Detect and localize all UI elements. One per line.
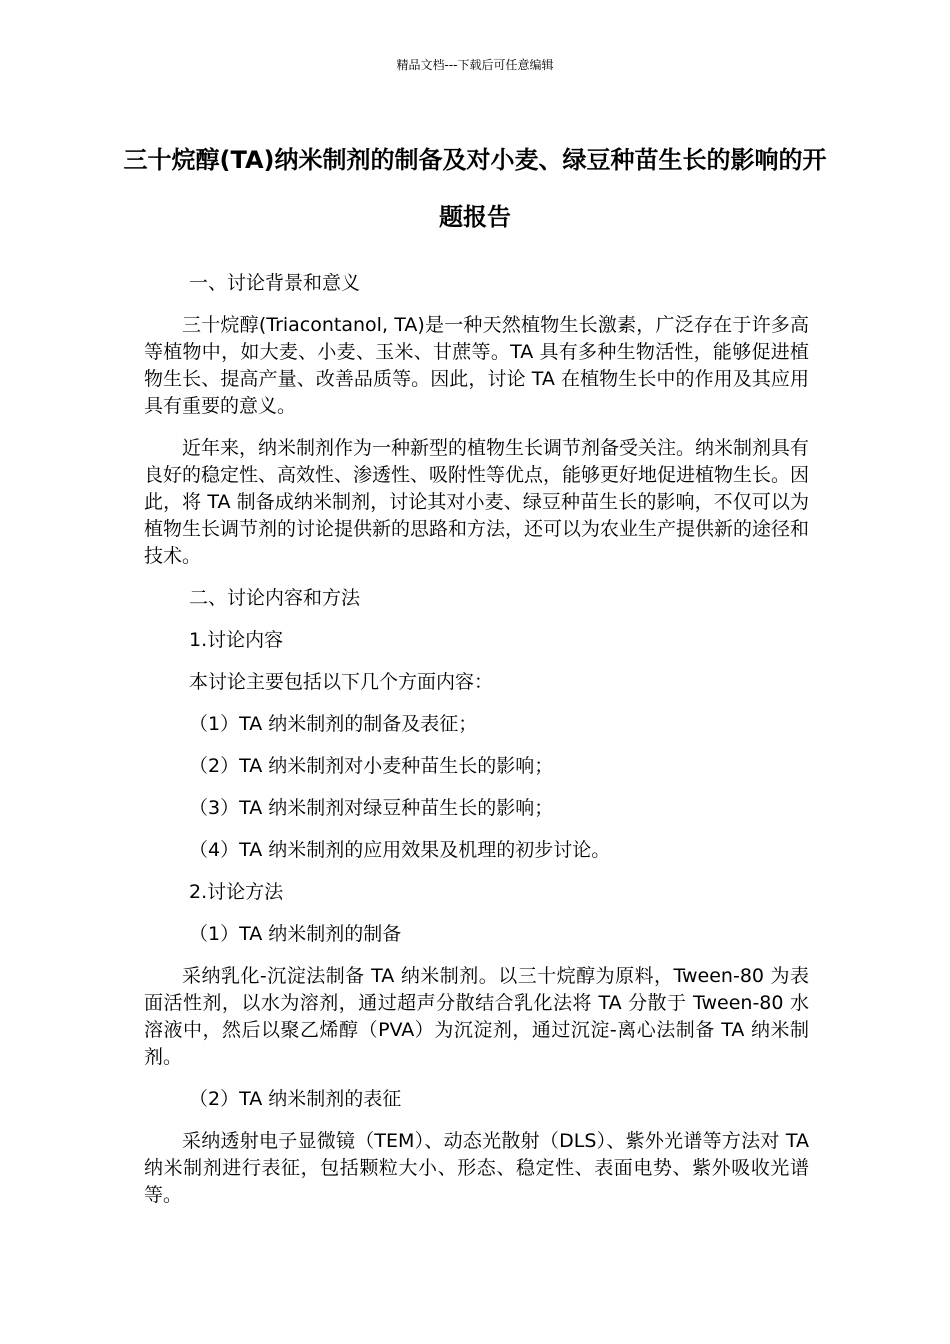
subheading-research-content: 1.讨论内容 bbox=[189, 629, 284, 651]
paragraph-content-intro: 本讨论主要包括以下几个方面内容： bbox=[189, 671, 494, 693]
section-heading-content-methods: 二、讨论内容和方法 bbox=[189, 587, 361, 609]
paragraph-ta-intro: 三十烷醇(Triacontanol, TA)是一种天然植物生长激素，广泛存在于许多高等植物中，如大麦、小麦、玉米、甘蔗等。TA 具有多种生物活性，能够促进植物生长、提高产量、改善品质等。因此，讨论 TA 在植物生长中的作用及其应用具有重要的意义。 bbox=[144, 314, 809, 417]
section-heading-background: 一、讨论背景和意义 bbox=[189, 272, 361, 294]
list-item: （2）TA 纳米制剂对小麦种苗生长的影响； bbox=[189, 755, 554, 777]
paragraph-characterization-method: 采纳透射电子显微镜（TEM）、动态光散射（DLS）、紫外光谱等方法对 TA 纳米制剂进行表征，包括颗粒大小、形态、稳定性、表面电势、紫外吸收光谱等。 bbox=[144, 1130, 809, 1206]
list-item: （4）TA 纳米制剂的应用效果及机理的初步讨论。 bbox=[189, 839, 611, 861]
page-header-watermark: 精品文档---下载后可任意编辑 bbox=[396, 58, 554, 72]
subheading-research-methods: 2.讨论方法 bbox=[189, 881, 284, 903]
method-heading-characterization: （2）TA 纳米制剂的表征 bbox=[189, 1088, 402, 1110]
list-item: （1）TA 纳米制剂的制备及表征； bbox=[189, 713, 478, 735]
paragraph-preparation-method: 采纳乳化-沉淀法制备 TA 纳米制剂。以三十烷醇为原料，Tween-80 为表面活性剂，以水为溶剂，通过超声分散结合乳化法将 TA 分散于 Tween-80 水溶液中，然后以聚乙烯醇（PVA）为沉淀剂，通过沉淀-离心法制备 TA 纳米制剂。 bbox=[144, 965, 809, 1068]
method-heading-preparation: （1）TA 纳米制剂的制备 bbox=[189, 923, 402, 945]
document-body bbox=[144, 270, 809, 1224]
list-item: （3）TA 纳米制剂对绿豆种苗生长的影响； bbox=[189, 797, 554, 819]
paragraph-nano-intro: 近年来，纳米制剂作为一种新型的植物生长调节剂备受关注。纳米制剂具有良好的稳定性、高效性、渗透性、吸附性等优点，能够更好地促进植物生长。因此，将 TA 制备成纳米制剂，讨论其对小麦、绿豆种苗生长的影响，不仅可以为植物生长调节剂的讨论提供新的思路和方法，还可以为农业生产提供新的途径和技术。 bbox=[144, 437, 810, 567]
document-title: 三十烷醇(TA)纳米制剂的制备及对小麦、绿豆种苗生长的影响的开题报告 bbox=[123, 146, 827, 231]
